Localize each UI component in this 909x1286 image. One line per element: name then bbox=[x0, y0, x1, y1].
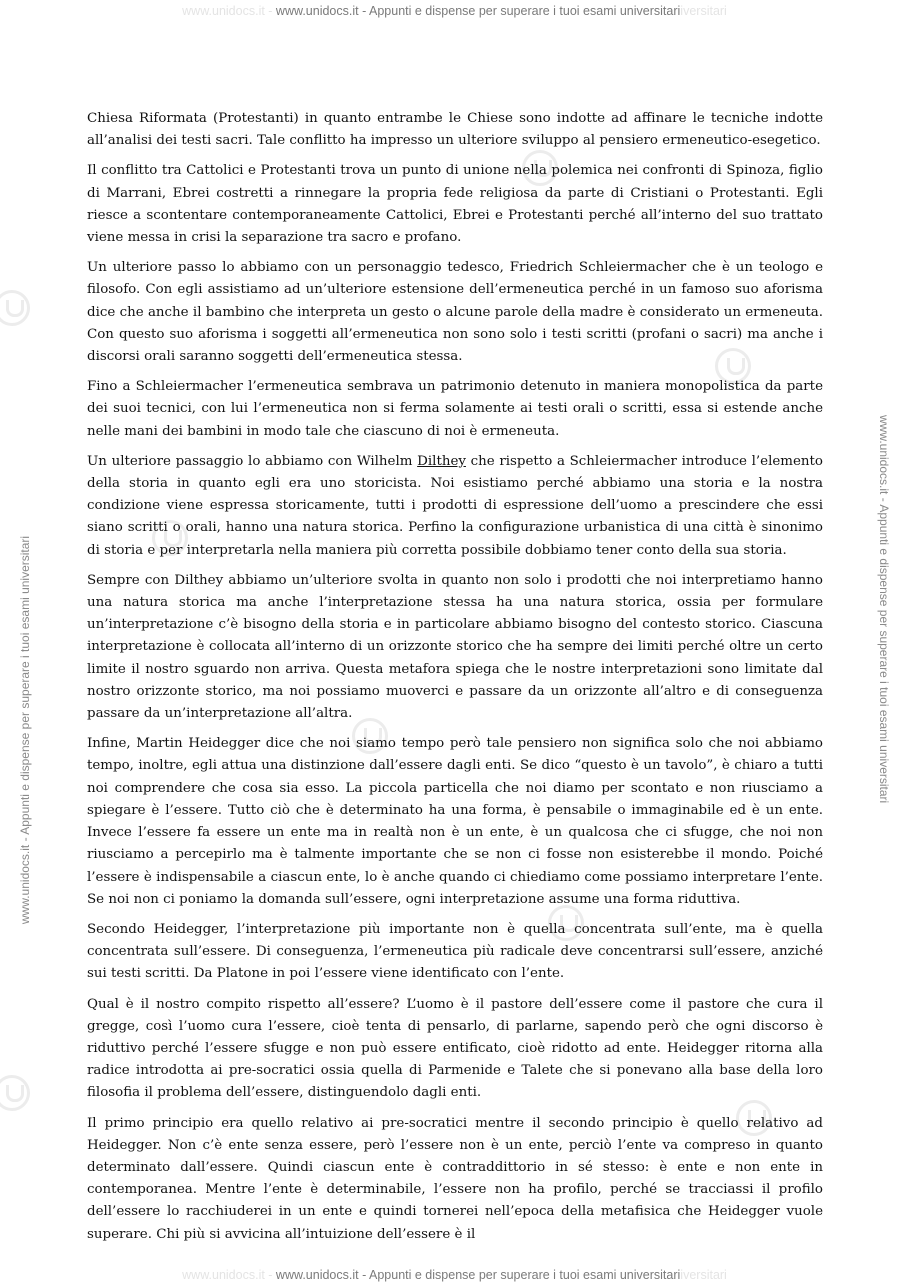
banner-text: www.unidocs.it - Appunti e dispense per superare i tuoi esami universitari bbox=[275, 4, 681, 18]
paragraph: Chiesa Riformata (Protestanti) in quanto entrambe le Chiese sono indotte ad affinare le tecniche indotte all’analisi dei testi sacri. Tale conflitto ha impresso un ulteriore sviluppo al pensiero ermeneutico-esegetico. bbox=[87, 111, 823, 149]
paragraph: Il conflitto tra Cattolici e Protestanti trova un punto di unione nella polemica nei confronti di Spinoza, figlio di Marrani, Ebrei costretti a rinnegare la propria fede religiosa da parte di Cristiani o Protestanti. Egli riesce a scontentare contemporaneamente Cattolici, Ebrei e Protestanti perché all’interno del suo trattato viene messa in crisi la separazione tra sacro e profano. bbox=[87, 163, 823, 246]
text-span: Un ulteriore passaggio lo abbiamo con Wilhelm bbox=[87, 453, 418, 469]
paragraph: Qual è il nostro compito rispetto all’essere? L’uomo è il pastore dell’essere come il pastore che cura il gregge, così l’uomo cura l’essere, cioè tenta di pensarlo, di parlarne, sapendo però che ogni discorso è riduttivo perché l’essere sfugge e non può essere entificato, cioè ridotto ad ente. Heidegger ritorna alla radice introdotta ai pre-socratici ossia quella di Parmenide e Talete che si ponevano alla base della loro filosofia il problema dell’essere, distinguendolo dagli enti. bbox=[87, 996, 823, 1101]
banner-ghost-left: www.unidocs.it - bbox=[182, 4, 276, 18]
logo-watermark-icon bbox=[0, 1075, 30, 1111]
paragraph: Fino a Schleiermacher l’ermeneutica sembrava un patrimonio detenuto in maniera monopolistica da parte dei suoi tecnici, con lui l’ermeneutica non si ferma solamente ai testi orali o scritti, essa si estende anche nelle mani dei bambini in modo tale che ciascuno di noi è ermeneuta. bbox=[87, 379, 823, 439]
paragraph: Secondo Heidegger, l’interpretazione più importante non è quella concentrata sull’ente, ma è quella concentrata sull’essere. Di conseguenza, l’ermeneutica più radicale deve concentrarsi sull’essere, anziché sui testi scritti. Da Platone in poi l’essere viene identificato con l’ente. bbox=[87, 921, 823, 982]
paragraph: Infine, Martin Heidegger dice che noi siamo tempo però tale pensiero non significa solo che noi abbiamo tempo, inoltre, egli attua una distinzione dall’essere dagli enti. Se dico “questo è un tavolo”, è chiaro a tutti noi comprendere che cosa sia esso. La piccola particella che noi diamo per scontato e non riusciamo a spiegare è l’essere. Tutto ciò che è determinato ha una forma, è pensabile o immaginabile ed è un ente. Invece l’essere fa essere un ente ma in realtà non è un ente, è un qualcosa che ci sfugge, che noi non riusciamo a percepirlo ma è talmente importante che se non ci fosse non esisterebbe il mondo. Poiché l’essere è indispensabile a ciascun ente, lo è anche quando ci chiediamo come possiamo interpretare l’ente. Se noi non ci poniamo la domanda sull’essere, ogni interpretazione assume una forma riduttiva. bbox=[87, 736, 823, 907]
side-watermark-left: www.unidocs.it - Appunti e dispense per superare i tuoi esami universitari bbox=[18, 535, 32, 925]
footer-banner bbox=[0, 1268, 909, 1282]
paragraph: Sempre con Dilthey abbiamo un’ulteriore svolta in quanto non solo i prodotti che noi interpretiamo hanno una natura storica ma anche l’interpretazione stessa ha una natura storica, ossia per formulare un’interpretazione c’è bisogno della storia e in particolare abbiamo bisogno del contesto storico. Ciascuna interpretazione è collocata all’interno di un orizzonte storico che ha sempre dei limiti perché oltre un certo limite il nostro sguardo non arriva. Questa metafora spiega che le nostre interpretazioni sono limitate dal nostro orizzonte storico, ma noi possiamo muoverci e passare da un orizzonte all’altro e di conseguenza passare da un’interpretazione all’altra. bbox=[87, 572, 823, 722]
paragraph bbox=[87, 451, 823, 562]
paragraph: Il primo principio era quello relativo ai pre-socratici mentre il secondo principio è quello relativo ad Heidegger. Non c’è ente senza essere, però l’essere non è un ente, perciò l’ente va compreso in quanto determinato dall’essere. Quindi ciascun ente è contraddittorio in sé stesso: è ente e non ente in contemporanea. Mentre l’ente è determinabile, l’essere non ha profilo, perché se tracciassi il profilo dell’essere lo racchiuderei in un ente e quindi tornerei nell’epoca della metafisica che Heidegger vuole superare. Chi più si avvicina all’intuizione dell’essere è il bbox=[87, 1115, 823, 1242]
side-watermark-right: www.unidocs.it - Appunti e dispense per superare i tuoi esami universitari bbox=[877, 415, 891, 804]
banner-ghost-right: iversitari bbox=[680, 4, 727, 18]
banner-ghost-right: iversitari bbox=[680, 1268, 727, 1282]
banner-ghost-left: www.unidocs.it - bbox=[182, 1268, 276, 1282]
paragraph: Un ulteriore passo lo abbiamo con un personaggio tedesco, Friedrich Schleiermacher che è un teologo e filosofo. Con egli assistiamo ad un’ulteriore estensione dell’ermeneutica perché in un famoso suo aforisma dice che anche il bambino che interpreta un gesto o alcune parole della madre è considerato un ermeneuta. Con questo suo aforisma i soggetti all’ermeneutica non sono solo i testi scritti (profani o sacri) ma anche i discorsi orali saranno soggetti dell’ermeneutica stessa. bbox=[87, 260, 823, 365]
dilthey-link[interactable]: Dilthey bbox=[417, 453, 466, 469]
text-span: che rispetto a Schleiermacher introduce l’elemento della storia in quanto egli era uno storicista. Noi esistiamo perché abbiamo una storia e la nostra condizione viene espressa storicamente, tutti i prodotti di espressione dell’uomo a prescindere che essi siano scritti o orali, hanno una natura storica. Perfino la configurazione urbanistica di una città è sinonimo di storia e per interpretarla nella maniera più corretta possibile dobbiamo tener conto della sua storia. bbox=[87, 453, 823, 558]
header-banner bbox=[0, 4, 909, 18]
logo-watermark-icon bbox=[0, 290, 30, 326]
banner-text: www.unidocs.it - Appunti e dispense per superare i tuoi esami universitari bbox=[275, 1268, 681, 1282]
document-body bbox=[87, 108, 823, 1254]
